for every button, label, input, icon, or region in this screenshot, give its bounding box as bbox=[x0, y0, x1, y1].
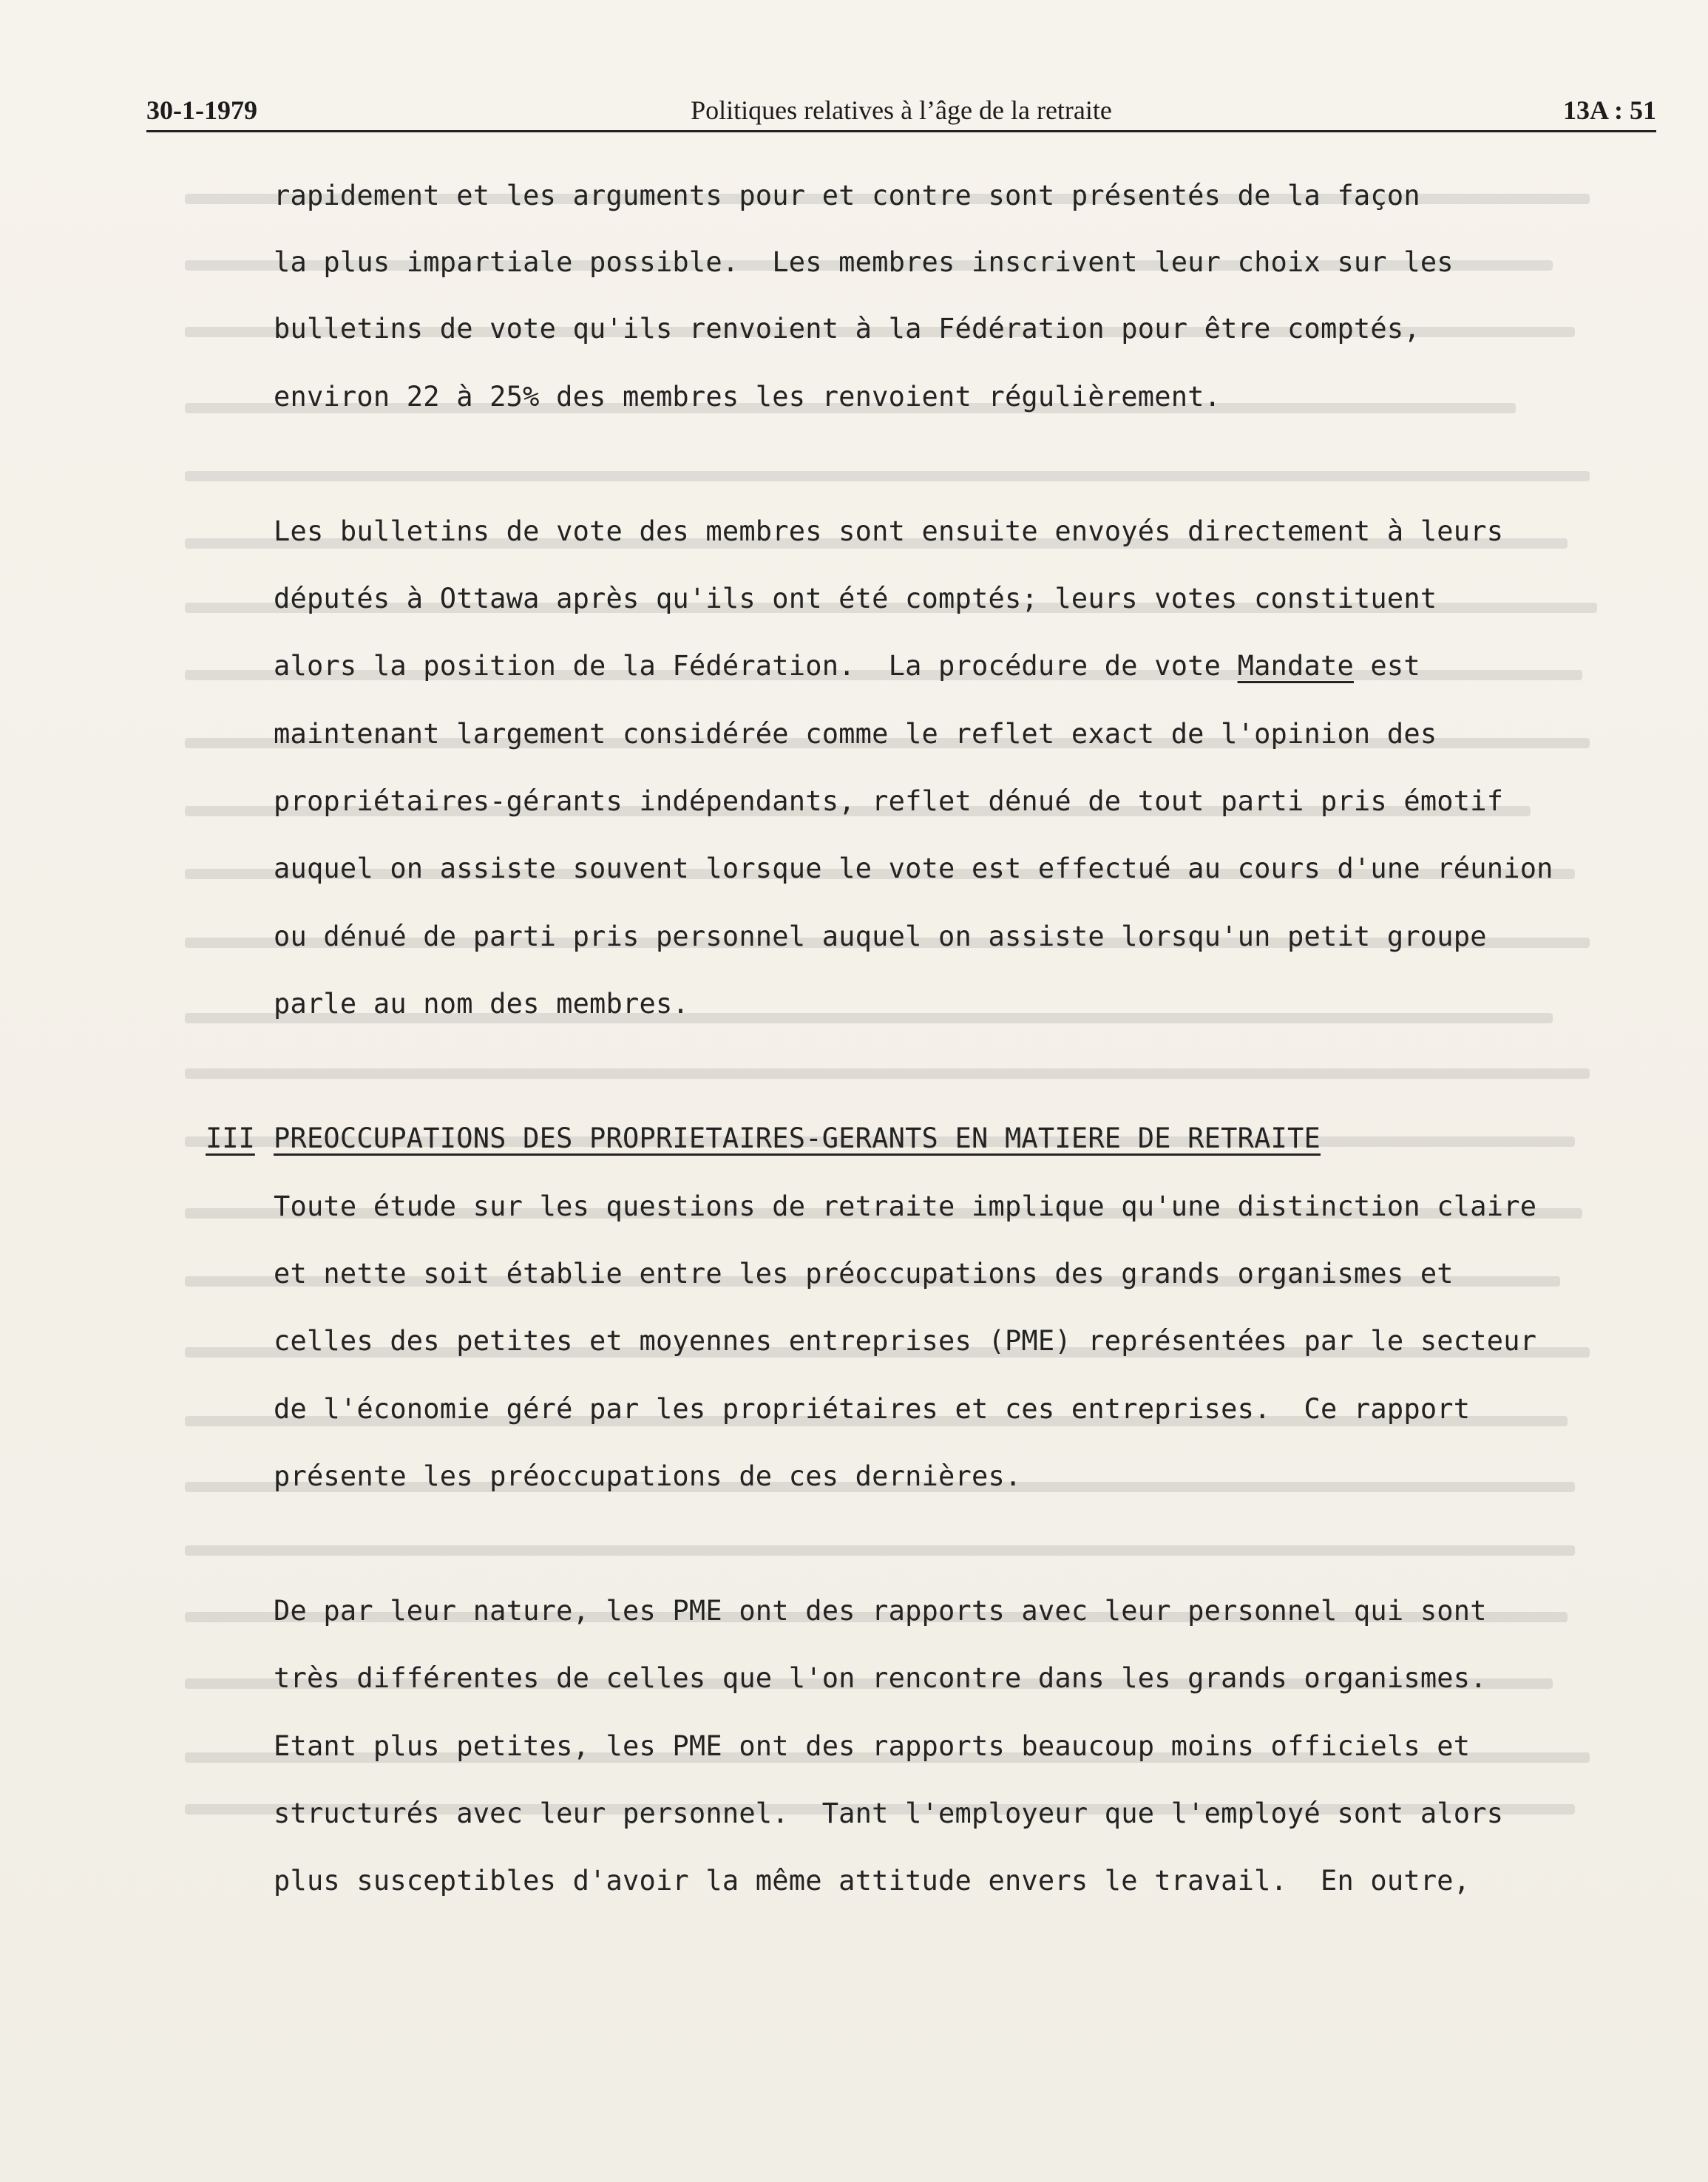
running-header bbox=[146, 87, 1656, 135]
paragraph-1-line-2: la plus impartiale possible. Les membres inscrivent leur choix sur les bbox=[274, 246, 1454, 278]
mandate-term: Mandate bbox=[1237, 650, 1354, 682]
paragraph-4-line-3: Etant plus petites, les PME ont des rapports beaucoup moins officiels et bbox=[274, 1730, 1471, 1762]
paragraph-4-line-1: De par leur nature, les PME ont des rapports avec leur personnel qui sont bbox=[274, 1595, 1487, 1627]
paragraph-3-line-5: présente les préoccupations de ces dernières. bbox=[274, 1460, 1022, 1492]
paragraph-3-line-2: et nette soit établie entre les préoccupations des grands organismes et bbox=[274, 1258, 1454, 1290]
paragraph-2-line-8: parle au nom des membres. bbox=[274, 988, 689, 1020]
paragraph-2-line-6: auquel on assiste souvent lorsque le vote est effectué au cours d'une réunion bbox=[274, 853, 1553, 884]
paragraph-2-line-1: Les bulletins de vote des membres sont ensuite envoyés directement à leurs bbox=[274, 515, 1504, 547]
paragraph-4-line-5: plus susceptibles d'avoir la même attitude envers le travail. En outre, bbox=[274, 1865, 1471, 1897]
paragraph-1-line-1: rapidement et les arguments pour et contre sont présentés de la façon bbox=[274, 180, 1420, 211]
section-heading: PREOCCUPATIONS DES PROPRIETAIRES-GERANTS EN MATIERE DE RETRAITE bbox=[274, 1122, 1321, 1154]
paragraph-2-line-7: ou dénué de parti pris personnel auquel on assiste lorsqu'un petit groupe bbox=[274, 921, 1487, 952]
paragraph-1-line-3: bulletins de vote qu'ils renvoient à la Fédération pour être comptés, bbox=[274, 313, 1420, 345]
paragraph-1-line-4: environ 22 à 25% des membres les renvoient régulièrement. bbox=[274, 381, 1221, 413]
header-page-number: 13A : 51 bbox=[1563, 95, 1656, 125]
header-rule bbox=[146, 130, 1656, 132]
paragraph-3-line-3: celles des petites et moyennes entreprises (PME) représentées par le secteur bbox=[274, 1325, 1537, 1357]
line-3-suffix: est bbox=[1353, 650, 1420, 682]
section-number: III bbox=[206, 1122, 255, 1154]
paragraph-2-line-5: propriétaires-gérants indépendants, reflet dénué de tout parti pris émotif bbox=[274, 785, 1504, 817]
paragraph-3-line-1: Toute étude sur les questions de retraite implique qu'une distinction claire bbox=[274, 1190, 1537, 1222]
header-date: 30-1-1979 bbox=[146, 95, 257, 125]
line-3-prefix: alors la position de la Fédération. La procédure de vote bbox=[274, 650, 1238, 682]
header-title: Politiques relatives à l’âge de la retraite bbox=[691, 95, 1112, 125]
paragraph-2-line-3 bbox=[274, 650, 1420, 682]
paragraph-4-line-4: structurés avec leur personnel. Tant l'employeur que l'employé sont alors bbox=[274, 1798, 1504, 1829]
paragraph-4-line-2: très différentes de celles que l'on rencontre dans les grands organismes. bbox=[274, 1662, 1487, 1694]
paragraph-2-line-4: maintenant largement considérée comme le reflet exact de l'opinion des bbox=[274, 718, 1437, 750]
paragraph-2-line-2: députés à Ottawa après qu'ils ont été comptés; leurs votes constituent bbox=[274, 583, 1437, 614]
paragraph-3-line-4: de l'économie géré par les propriétaires et ces entreprises. Ce rapport bbox=[274, 1393, 1471, 1425]
